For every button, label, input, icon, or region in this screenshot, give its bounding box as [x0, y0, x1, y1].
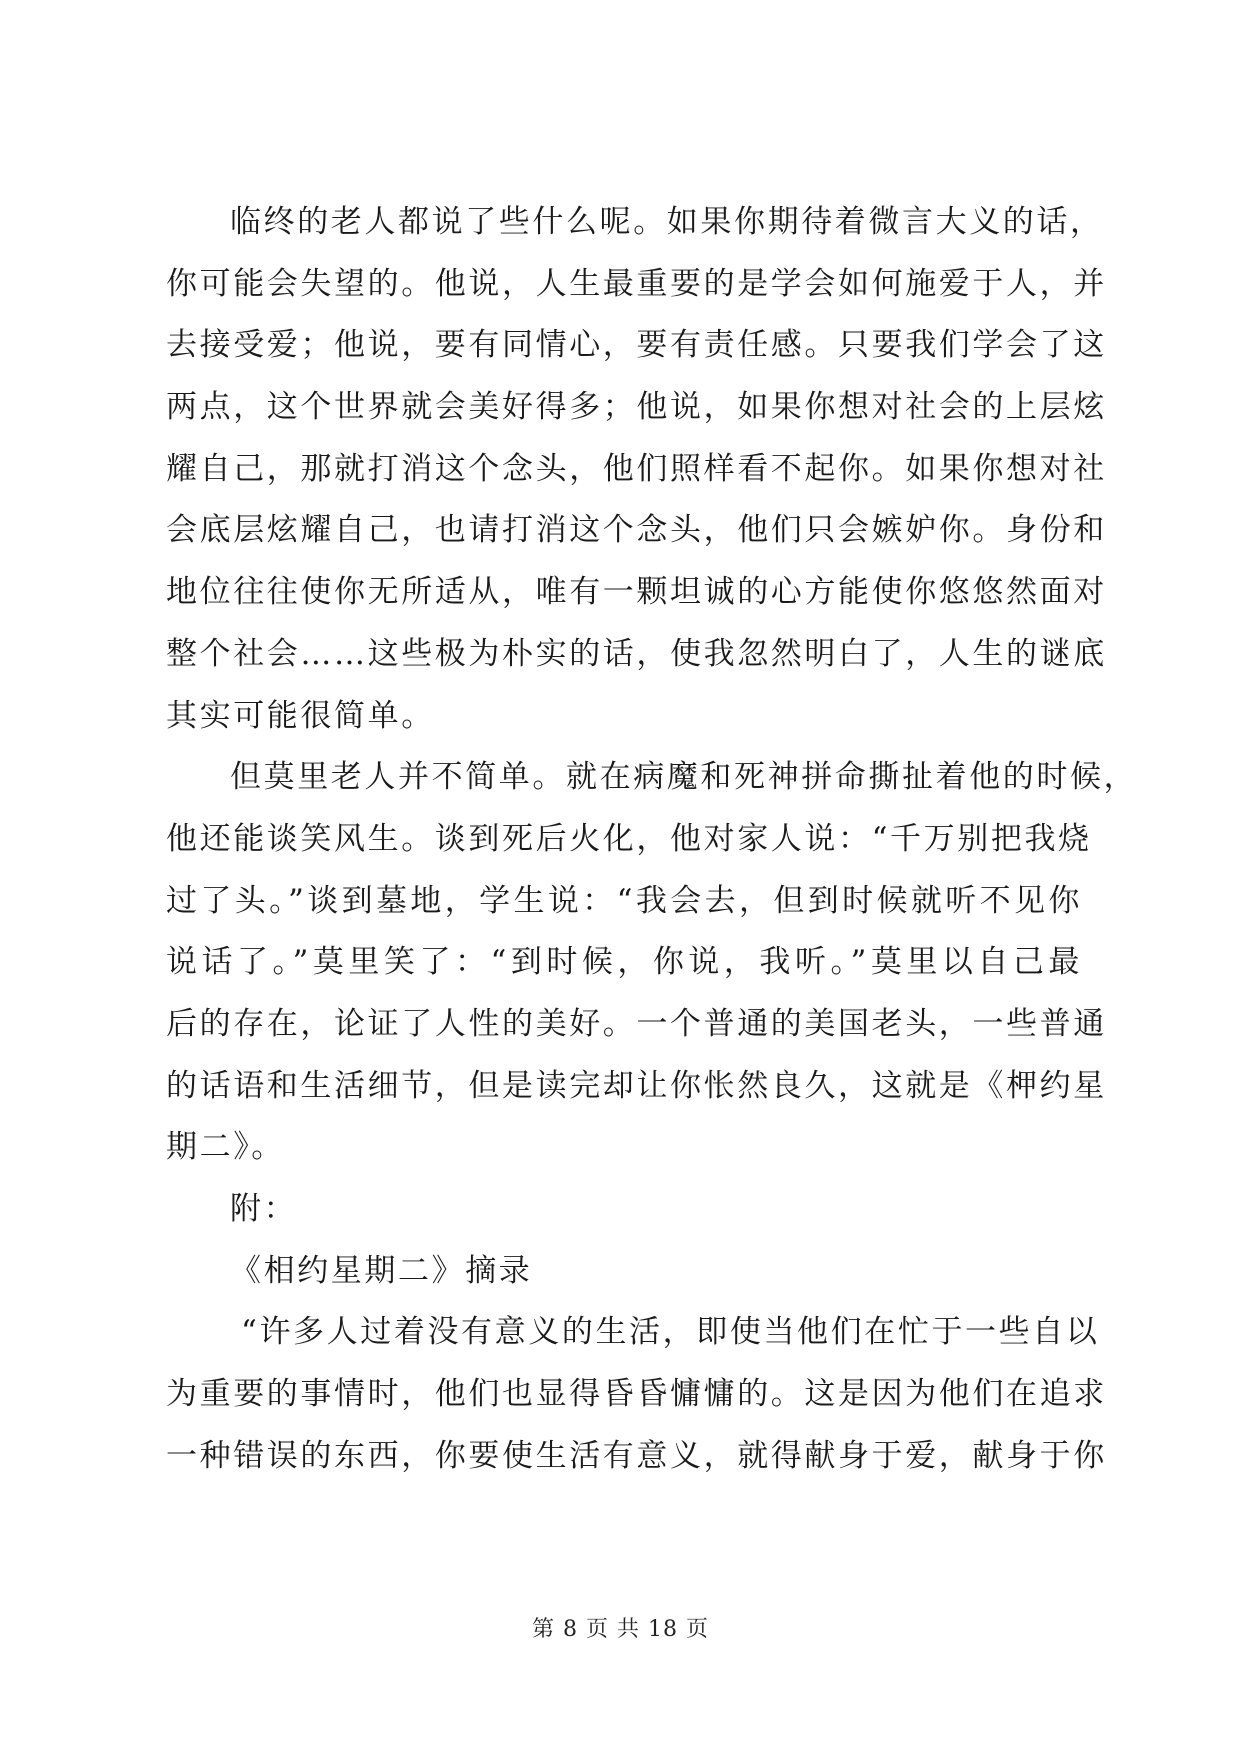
text-line: 后的存在，论证了人性的美好。一个普通的美国老头，一些普通 [166, 1005, 1107, 1042]
text-line: 说话了。”莫里笑了：“到时候，你说，我听。”莫里以自己最 [166, 944, 1082, 981]
text-line: 两点，这个世界就会美好得多；他说，如果你想对社会的上层炫 [166, 389, 1107, 426]
text-line: 他还能谈笑风生。谈到死后火化，他对家人说：“千万别把我烧 [166, 820, 1092, 857]
text-line: 过了头。”谈到墓地，学生说：“我会去，但到时候就听不见你 [166, 882, 1082, 919]
text-line: 一种错误的东西，你要使生活有意义，就得献身于爱，献身于你 [166, 1437, 1107, 1474]
text-line: 会底层炫耀自己，也请打消这个念头，他们只会嫉妒你。身份和 [166, 512, 1107, 549]
text-line: “许多人过着没有意义的生活，即使当他们在忙于一些自以 [241, 1314, 1100, 1351]
appendix-label: 附： [230, 1191, 298, 1227]
text-line: 你可能会失望的。他说，人生最重要的是学会如何施爱于人，并 [166, 265, 1107, 302]
text-line: 耀自己，那就打消这个念头，他们照样看不起你。如果你想对社 [166, 450, 1107, 487]
text-line: 为重要的事情时，他们也显得昏昏慵慵的。这是因为他们在追求 [166, 1376, 1107, 1413]
text-line: 但莫里老人并不简单。就在病魔和死神拼命撕扯着他的时候， [230, 759, 1138, 796]
text-line: 整个社会……这些极为朴实的话，使我忽然明白了，人生的谜底 [166, 635, 1107, 672]
excerpt-heading: 《相约星期二》摘录 [230, 1252, 533, 1289]
page-footer: 第 8 页 共 18 页 [532, 1617, 709, 1642]
text-line: 的话语和生活细节，但是读完却让你怅然良久，这就是《柙约星 [166, 1067, 1107, 1104]
text-line: 其实可能很简单。 [166, 697, 435, 734]
text-line: 地位往往使你无所适从，唯有一颗坦诚的心方能使你悠悠然面对 [166, 574, 1107, 611]
text-line: 期二》。 [166, 1129, 285, 1166]
body-text [166, 192, 1138, 1487]
text-line: 去接受爱；他说，要有同情心，要有责任感。只要我们学会了这 [166, 327, 1107, 364]
text-line: 临终的老人都说了些什么呢。如果你期待着微言大义的话， [230, 204, 1104, 240]
